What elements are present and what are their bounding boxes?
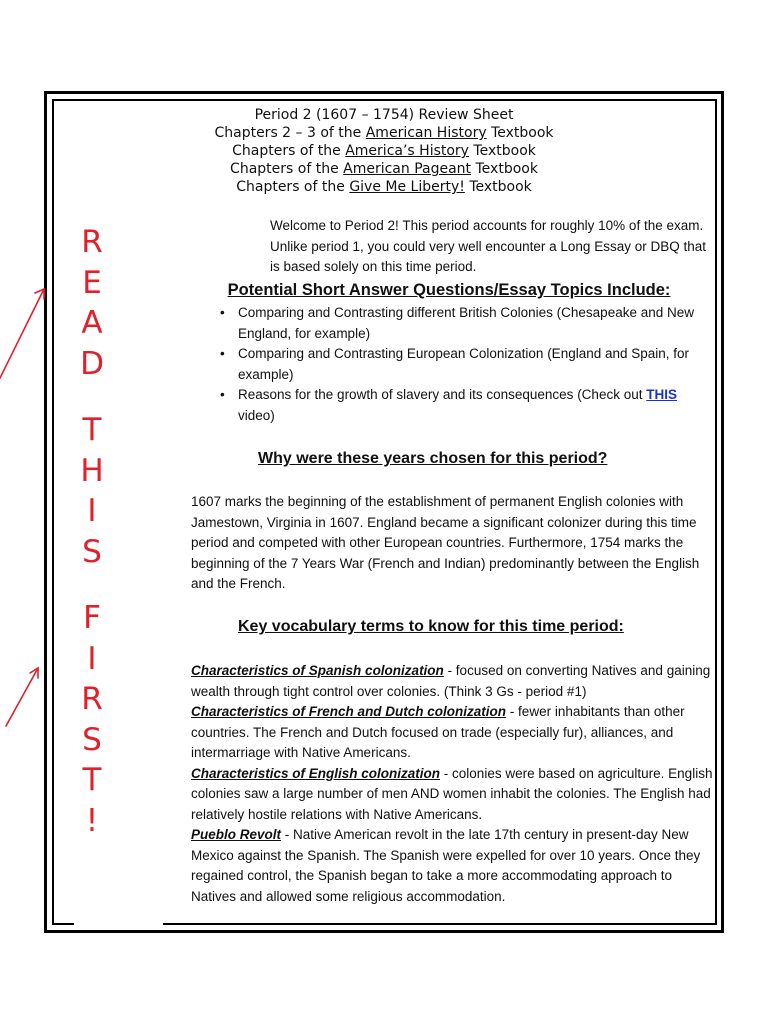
annotation-letter: R bbox=[81, 224, 103, 260]
annotation-letter: F bbox=[83, 600, 101, 636]
annotation-letter: S bbox=[82, 533, 102, 570]
intro-paragraph: Welcome to Period 2! This period accounts for roughly 10% of the exam. Unlike period 1, you could very well encounter a Long Essay or DBQ that is based solely on this time period. bbox=[270, 218, 706, 274]
annotation-letter: I bbox=[87, 640, 97, 677]
book-title: America’s History bbox=[345, 143, 469, 159]
annotation-letter: T bbox=[82, 762, 102, 798]
textbook-line-2: Chapters of the America’s History Textbook bbox=[232, 143, 536, 159]
annotation-letter: H bbox=[80, 452, 104, 489]
annotation-letter: E bbox=[82, 264, 102, 301]
vocab-term: Characteristics of Spanish colonization bbox=[191, 663, 444, 678]
annotation-letter: I bbox=[87, 493, 97, 529]
list-item: • Comparing and Contrasting different British Colonies (Chesapeake and New England, for example) bbox=[218, 303, 708, 344]
book-title: American Pageant bbox=[343, 161, 472, 177]
vocab-heading: Key vocabulary terms to know for this time period: bbox=[238, 618, 624, 635]
vocab-definition: - fewer inhabitants than other countries. The French and Dutch focused on trade (especially fur), alliances, and intermarriage with Native Americans. bbox=[191, 704, 685, 760]
annotation-letter: S bbox=[82, 721, 102, 758]
why-heading: Why were these years chosen for this period? bbox=[258, 450, 608, 467]
page-title: Period 2 (1607 – 1754) Review Sheet bbox=[254, 107, 514, 123]
vocab-term: Characteristics of English colonization bbox=[191, 765, 441, 781]
arrow-icon bbox=[0, 289, 44, 378]
vocab-definition: - colonies were based on agriculture. English colonies saw a large number of men AND women inhabit the colonies. The English had relatively hostile relations with Native Americans. bbox=[191, 765, 713, 822]
vocab-definition: - focused on converting Natives and gaining wealth through tight control over colonies. (Think 3 Gs - period #1) bbox=[191, 663, 711, 699]
textbook-line-1: Chapters 2 – 3 of the American History Textbook bbox=[214, 125, 554, 141]
book-title: Give Me Liberty! bbox=[349, 179, 465, 195]
book-title: American History bbox=[365, 125, 487, 141]
vocab-term: Characteristics of French and Dutch colonization bbox=[191, 704, 507, 719]
why-paragraph: 1607 marks the beginning of the establishment of permanent English colonies with Jamestown, Virginia in 1607. England became a significant colonizer during this time period and competed with other European countries. Furthermore, 1754 marks the beginning of the 7 Years War (French and Indian) predominantly between the English and the French. bbox=[191, 494, 700, 591]
textbook-line-4: Chapters of the Give Me Liberty! Textbook bbox=[236, 179, 532, 195]
annotation-letter: ! bbox=[85, 802, 99, 839]
annotation-letter: A bbox=[81, 305, 103, 341]
textbook-line-3: Chapters of the American Pageant Textbook bbox=[230, 161, 538, 177]
list-item: • Reasons for the growth of slavery and its consequences (Check out THIS video) bbox=[218, 385, 708, 426]
arrow-icon bbox=[6, 668, 38, 726]
list-item: • Comparing and Contrasting European Colonization (England and Spain, for example) bbox=[218, 344, 708, 385]
topics-heading: Potential Short Answer Questions/Essay Topics Include: bbox=[227, 281, 671, 299]
vocab-definition: - Native American revolt in the late 17th century in present-day New Mexico against the Spanish. The Spanish were expelled for over 10 years. Once they regained control, the Spanish began to take a more accommodating approach to Natives and allowed some religious accommodation. bbox=[191, 827, 701, 904]
annotation-letter: T bbox=[82, 412, 102, 448]
annotation-letter: R bbox=[81, 681, 103, 717]
video-link[interactable]: THIS bbox=[646, 387, 677, 402]
annotation-letter: D bbox=[80, 345, 104, 382]
vocab-term: Pueblo Revolt bbox=[191, 827, 282, 842]
